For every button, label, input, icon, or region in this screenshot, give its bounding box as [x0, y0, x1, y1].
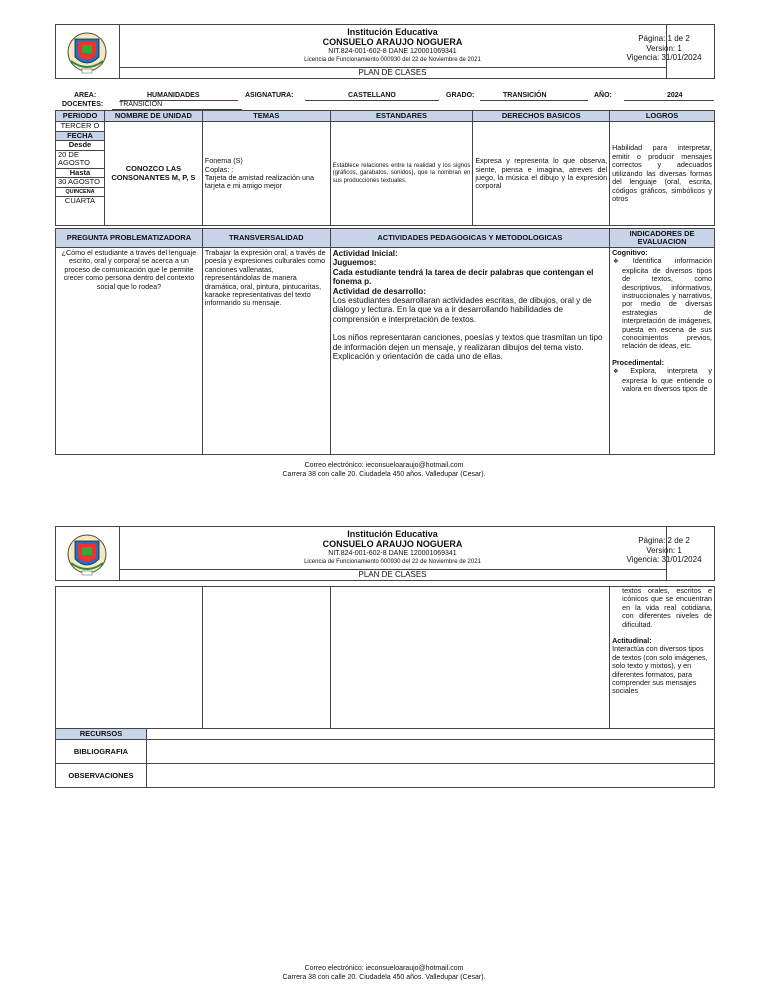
footer-address: Carrera 38 con calle 20. Ciudadela 450 años. Valledupar (Cesar).: [282, 974, 486, 981]
version: Versión: 1: [646, 545, 682, 555]
header-transversalidad: TRANSVERSALIDAD: [202, 229, 330, 248]
footer-address: Carrera 38 con calle 20. Ciudadela 450 años. Valledupar (Cesar).: [282, 471, 486, 478]
vigencia: Vigencia: 31/01/2024: [626, 555, 702, 564]
plan-title: PLAN DE CLASES: [119, 67, 666, 78]
cada-estudiante: Cada estudiante tendrá la tarea de decir palabras que contengan el fonema p.: [332, 267, 594, 287]
page-number: Página: 2 de 2: [638, 536, 690, 545]
procedimental-text: ❖ Explora, interpreta y expresa lo que entiende o valora en diversos tipos de: [622, 367, 712, 393]
grado-label: GRADO:: [446, 92, 475, 99]
header-periodo: PERIODO: [56, 111, 105, 122]
observaciones-label: OBSERVACIONES: [56, 764, 147, 788]
derechos-value: Expresa y representa lo que observa, siente, piensa e imagina, atreves del juego, la música el dibujo y la expresión corporal: [473, 122, 610, 226]
header-estandares: ESTANDARES: [330, 111, 473, 122]
asignatura-label: ASIGNATURA:: [245, 92, 294, 99]
page-number: Página: 1 de 2: [638, 34, 690, 43]
plan-title: PLAN DE CLASES: [119, 569, 666, 580]
actividad-inicial-label: Actividad Inicial:: [332, 249, 398, 258]
school-name: CONSUELO ARAUJO NOGUERA: [322, 539, 463, 549]
anio-value: 2024: [667, 92, 683, 99]
school-logo-icon: [56, 25, 120, 78]
actitudinal-label: Actitudinal:: [612, 636, 652, 646]
school-name: CONSUELO ARAUJO NOGUERA: [322, 37, 463, 47]
table-page2: [55, 586, 715, 788]
desarrollo-p1: Los estudiantes desarrollaran actividades escritas, de dibujos, oral y de dialogo y lectura. En la que va a ir desarrollando habilidades de comprensión e interpretación de textos.: [332, 296, 592, 324]
footer-email: Correo electrónico: ieconsueloaraujo@hotmail.com: [304, 462, 464, 469]
unidad-value: CONOZCO LAS CONSONANTES M, P, S: [104, 122, 202, 226]
vigencia: Vigencia: 31/01/2024: [626, 53, 702, 62]
docentes-value: TRANSICION: [119, 101, 163, 108]
cognitivo-label: Cognitivo:: [612, 248, 648, 257]
header-pregunta: PREGUNTA PROBLEMATIZADORA: [56, 229, 203, 248]
header-derechos: DERECHOS BASICOS: [473, 111, 610, 122]
desarrollo-p2: Los niños representaran canciones, poesías y textos que trasmitan un tipo de información dejen un mensaje, y realizaran dibujos del tema visto.: [332, 333, 603, 352]
licencia: Licencia de Funcionamiento 000930 del 22 de Noviembre de 2021: [304, 559, 481, 565]
nit: NIT.824-001-602-8 DANE 120001069341: [328, 48, 457, 55]
desde-label: Desde: [56, 141, 104, 150]
header-indicadores: INDICADORES DE EVALUACION: [610, 229, 715, 248]
school-line1: Institución Educativa: [347, 529, 438, 539]
logros-value: Habilidad para interpretar, emitir o producir mensajes correctos y adecuados utilizando las diversas formas del lenguaje (oral, escrita, códigos gráficos, simbólicos y otros: [610, 122, 715, 226]
header-temas: TEMAS: [202, 111, 330, 122]
docentes-label: DOCENTES:: [62, 101, 104, 108]
school-line1: Institución Educativa: [347, 27, 438, 37]
procedimental-cont: textos orales, escritos e icónicos que se encuentran en la vida real cotidiana, con diferentes niveles de dificultad.: [622, 586, 712, 629]
hasta-value: 30 AGOSTO: [56, 178, 104, 188]
temas-fonema: Fonema (S): [204, 156, 243, 166]
bibliografia-label: BIBLIOGRAFIA: [56, 740, 147, 764]
recursos-label: RECURSOS: [56, 729, 147, 740]
grado-value: TRANSICIÓN: [503, 92, 547, 99]
temas-tarjeta: Tarjeta de amistad realización una tarjeta e mi amigo mejor: [204, 172, 314, 191]
transversalidad-value: Trabajar la expresión oral, a través de poesía y expresiones culturales como canciones vallenatas, representándolas de manera dramática, oral, pintura, pintucaritas, karaoke representativas del texto informando su mensaje.: [202, 248, 330, 455]
periodo-value: TERCER O: [56, 122, 104, 132]
version: Versión: 1: [646, 43, 682, 53]
school-logo-icon: [56, 527, 120, 580]
footer-email: Correo electrónico: ieconsueloaraujo@hotmail.com: [304, 965, 464, 972]
header-unidad: NOMBRE DE UNIDAD: [104, 111, 202, 122]
desarrollo-p3: Explicación y orientación de cada uno de ellas.: [332, 352, 503, 362]
procedimental-label: Procedimental:: [612, 357, 665, 367]
table-plan-unidad: [55, 110, 715, 226]
anio-label: AÑO:: [594, 92, 612, 99]
temas-coplas: Coplas: :: [204, 164, 234, 174]
area-value: HUMANIDADES: [147, 92, 200, 99]
licencia: Licencia de Funcionamiento 000930 del 22 de Noviembre de 2021: [304, 57, 481, 63]
hasta-label: Hasta: [56, 169, 104, 178]
actitudinal-text: Interactúa con diversos tipos de textos (con solo imágenes, solo texto y mixtos), y en diferentes formatos, para comprender sus mensajes sociales: [612, 644, 708, 696]
table-actividades: [55, 228, 715, 455]
cognitivo-text: ❖ Identifica información explicita de diversos tipos de textos, como descriptivos, informativos, instruccionales y narrativos, por medio de diversas estrategias de interpretación de imágenes, puesta en escena de sus conocimientos previos, relación de ideas, etc.: [622, 257, 712, 350]
header-logros: LOGROS: [610, 111, 715, 122]
asignatura-value: CASTELLANO: [348, 92, 396, 99]
area-label: AREA:: [74, 92, 97, 99]
header-actividades: ACTIVIDADES PEDAGOGICAS Y METODOLOGICAS: [330, 229, 609, 248]
fecha-label: FECHA: [56, 132, 104, 141]
pregunta-value: ¿Cómo el estudiante a través del lenguaje escrito, oral y corporal se acerca a un proceso de comunicación que le permite crecer como persona dentro del contexto social que lo rodea?: [56, 248, 203, 455]
quincena-label: QUINCENA: [56, 188, 104, 197]
actividad-desarrollo-label: Actividad de desarrollo:: [332, 286, 426, 296]
juguemos-label: Juguemos:: [332, 258, 377, 268]
desde-value: 20 DE AGOSTO: [56, 151, 104, 169]
nit: NIT.824-001-602-8 DANE 120001069341: [328, 550, 457, 557]
estandares-value: Establece relaciones entre la realidad y los signos (gráficos, garabatos, sonidos), que la nombran en sus producciones textuales.: [330, 122, 473, 226]
quincena-value: CUARTA: [64, 196, 96, 206]
